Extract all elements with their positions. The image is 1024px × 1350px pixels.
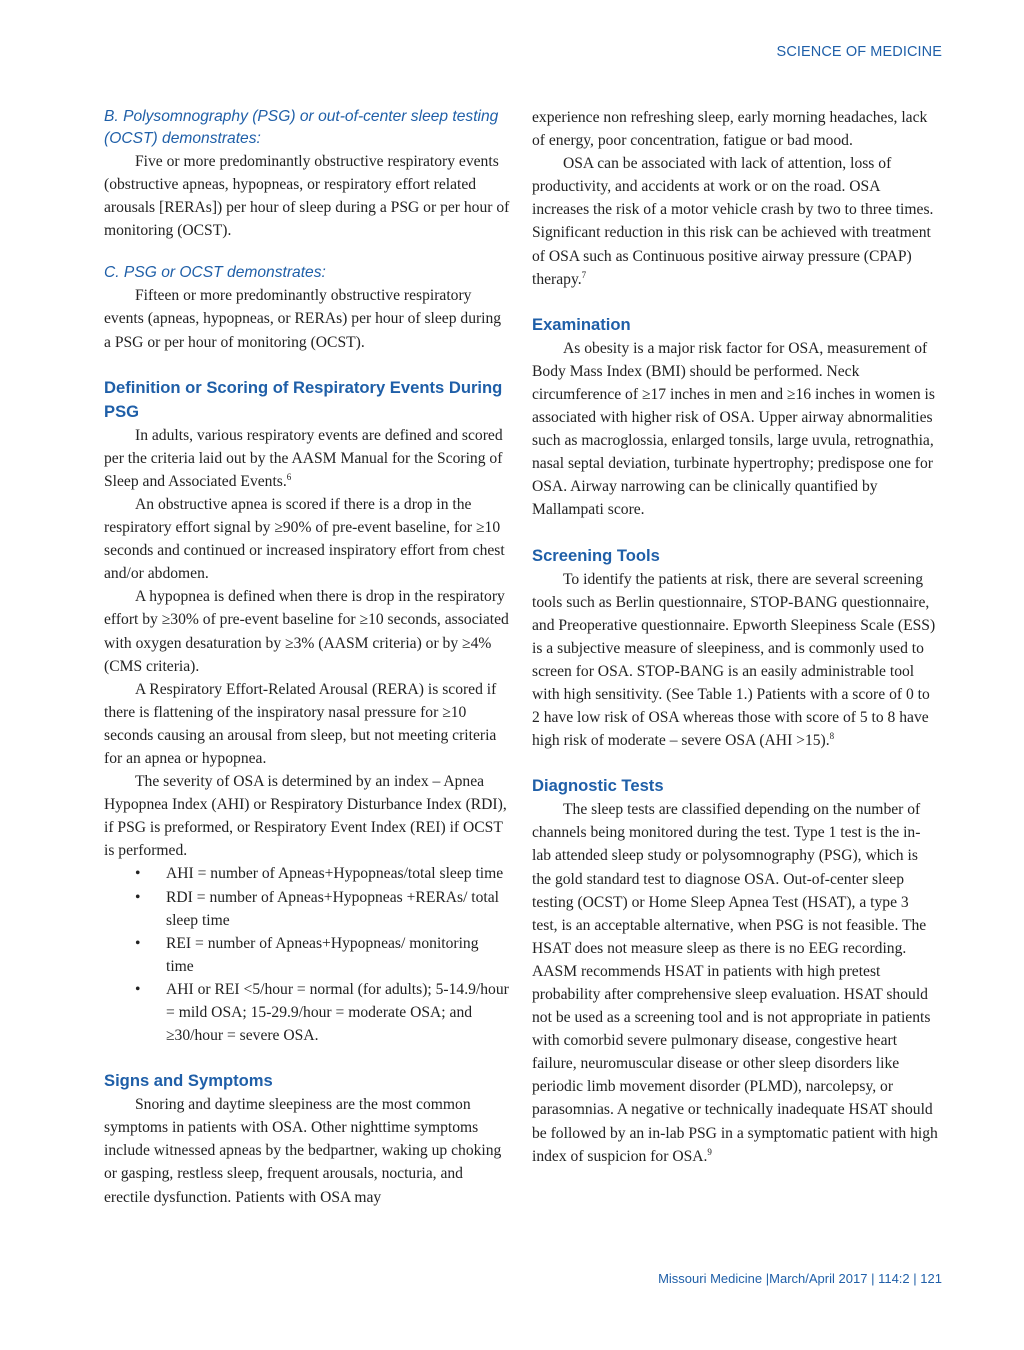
footer-separator: |	[913, 1271, 917, 1286]
signs-continued: experience non refreshing sleep, early morning headaches, lack of energy, poor concentration, fatigue or bad mood.	[532, 109, 928, 150]
definition-paragraph-2: An obstructive apnea is scored if there is a drop in the respiratory effort signal by ≥90% of pre-event baseline, for ≥10 seconds and continued or increased inspiratory effort from chest and/or abdomen.	[104, 495, 505, 583]
screening-paragraph	[532, 568, 938, 753]
definition-paragraph-1-text: In adults, various respiratory events are defined and scored per the criteria laid out by the AASM Manual for the Scoring of Sleep and Associated Events.	[104, 426, 503, 490]
definition-paragraph-4: A Respiratory Effort-Related Arousal (RERA) is scored if there is flattening of the inspiratory nasal pressure for ≥10 seconds causing an arousal from sleep, but not meeting criteria for an apnea or hypopnea.	[104, 680, 497, 767]
examination-paragraph: As obesity is a major risk factor for OSA, measurement of Body Mass Index (BMI) should be performed. Neck circumference of ≥17 inches in men and ≥16 inches in women is associated with higher risk of OSA. Upper airway abnormalities such as macroglossia, enlarged tonsils, large uvula, retrognathia, nasal septal deviation, turbinate hypertrophy; predispose one for OSA. Airway narrowing can be clinically quantified by Mallampati score.	[532, 339, 935, 519]
signs-paragraph-2	[532, 152, 938, 291]
reference-8: 8	[829, 730, 835, 741]
journal-name: Missouri Medicine	[658, 1271, 763, 1286]
screening-heading: Screening Tools	[532, 545, 660, 565]
index-definitions-list	[104, 862, 510, 1047]
subsection-c-text: Fifteen or more predominantly obstructive respiratory events (apneas, hypopneas, or RERAs) per hour of sleep during a PSG or per hour of monitoring (OCST).	[104, 287, 502, 351]
reference-9: 9	[707, 1146, 712, 1157]
signs-paragraph: Snoring and daytime sleepiness are the most common symptoms in patients with OSA. Other nighttime symptoms include witnessed apneas by the bedpartner, waking up choking or gasping, restless sleep, frequent arousals, nocturia, and erectile dysfunction. Patients with OSA may	[104, 1096, 502, 1206]
list-item	[104, 862, 510, 885]
diagnostic-heading: Diagnostic Tests	[532, 776, 664, 796]
signs-paragraph-2-text: OSA can be associated with lack of attention, loss of productivity, and accidents at work or on the road. OSA increases the risk of a motor vehicle crash by two to three times. Significant reduction in this risk can be achieved with treatment of OSA such as Continuous positive airway pressure (CPAP) therapy.	[532, 155, 934, 288]
diagnostic-paragraph	[532, 798, 938, 1168]
definition-heading: Definition or Scoring of Respiratory Events During PSG	[104, 377, 503, 421]
issue-date: March/April 2017	[769, 1271, 868, 1286]
reference-6: 6	[286, 471, 292, 482]
list-item	[104, 932, 510, 978]
signs-heading: Signs and Symptoms	[104, 1071, 273, 1091]
definition-paragraph-1	[104, 424, 510, 493]
subsection-b-text: Five or more predominantly obstructive respiratory events (obstructive apneas, hypopneas, or respiratory effort related arousals [RERAs]) per hour of sleep during a PSG or per hour of monitoring (OCST).	[104, 153, 510, 240]
page-number: 121	[920, 1271, 942, 1286]
screening-paragraph-text: To identify the patients at risk, there are several screening tools such as Berlin questionnaire, STOP-BANG questionnaire, and Preoperative questionnaire. Epworth Sleepiness Scale (ESS) is a subjective measure of sleepiness, and is commonly used to screen for OSA. STOP-BANG is an easily administrable tool with high sensitivity. (See Table 1.) Patients with a score of 0 to 2 have low risk of OSA whereas those with score of 5 to 8 have high risk of moderate – severe OSA (AHI >15).	[532, 570, 936, 750]
subsection-c-heading: C. PSG or OCST demonstrates:	[104, 264, 326, 282]
list-item-text: AHI = number of Apneas+Hypopneas/total sleep time	[166, 865, 504, 883]
page-footer	[658, 1271, 942, 1286]
bullet-icon: •	[135, 888, 141, 906]
list-item-text: RDI = number of Apneas+Hypopneas +RERAs/ total sleep time	[166, 888, 500, 929]
diagnostic-paragraph-text: The sleep tests are classified depending on the number of channels being monitored during the test. Type 1 test is the in-lab attended sleep study or polysomnography (PSG), which is the gold standard test to diagnose OSA. Out-of-center sleep testing (OCST) or Home Sleep Apnea Test (HSAT), a type 3 test, is an acceptable alternative, when PSG is not feasible. The HSAT does not measure sleep as there is no EEG recording. AASM recommends HSAT in patients with high pretest probability after comprehensive sleep evaluation. HSAT should not be used as a screening tool and is not appropriate in patients with comorbid severe pulmonary disease, congestive heart failure, neuromuscular disease or other sleep disorders like periodic limb movement disorder (PLMD), narcolepsy, or parasomnias. A negative or technically inadequate HSAT should be followed by an in-lab PSG in a symptomatic patient with high index of suspicion for OSA.	[532, 801, 938, 1165]
definition-paragraph-3: A hypopnea is defined when there is drop in the respiratory effort by ≥30% of pre-event baseline for ≥10 seconds, associated with oxygen desaturation by ≥3% (AASM criteria) or by ≥4% (CMS criteria).	[104, 588, 509, 675]
footer-separator: |	[765, 1271, 770, 1286]
right-column	[532, 106, 938, 1168]
reference-7: 7	[581, 269, 587, 280]
list-item-text: REI = number of Apneas+Hypopneas/ monitoring time	[166, 934, 479, 975]
left-column	[104, 106, 510, 1209]
footer-separator: |	[871, 1271, 875, 1286]
list-item-text: AHI or REI <5/hour = normal (for adults); 5-14.9/hour = mild OSA; 15-29.9/hour = moderate OSA; and ≥30/hour = severe OSA.	[166, 980, 509, 1045]
list-item	[104, 978, 510, 1047]
bullet-icon: •	[135, 865, 141, 883]
definition-paragraph-5: The severity of OSA is determined by an index – Apnea Hypopnea Index (AHI) or Respiratory Disturbance Index (RDI), if PSG is preformed, or Respiratory Event Index (REI) if OCST is performed.	[104, 773, 507, 860]
volume-issue: 114:2	[878, 1271, 910, 1286]
bullet-icon: •	[135, 934, 141, 952]
subsection-b-heading: B. Polysomnography (PSG) or out-of-center sleep testing (OCST) demonstrates:	[104, 108, 499, 147]
bullet-icon: •	[135, 980, 141, 998]
examination-heading: Examination	[532, 314, 631, 334]
list-item	[104, 886, 510, 932]
running-head: SCIENCE OF MEDICINE	[776, 44, 942, 60]
